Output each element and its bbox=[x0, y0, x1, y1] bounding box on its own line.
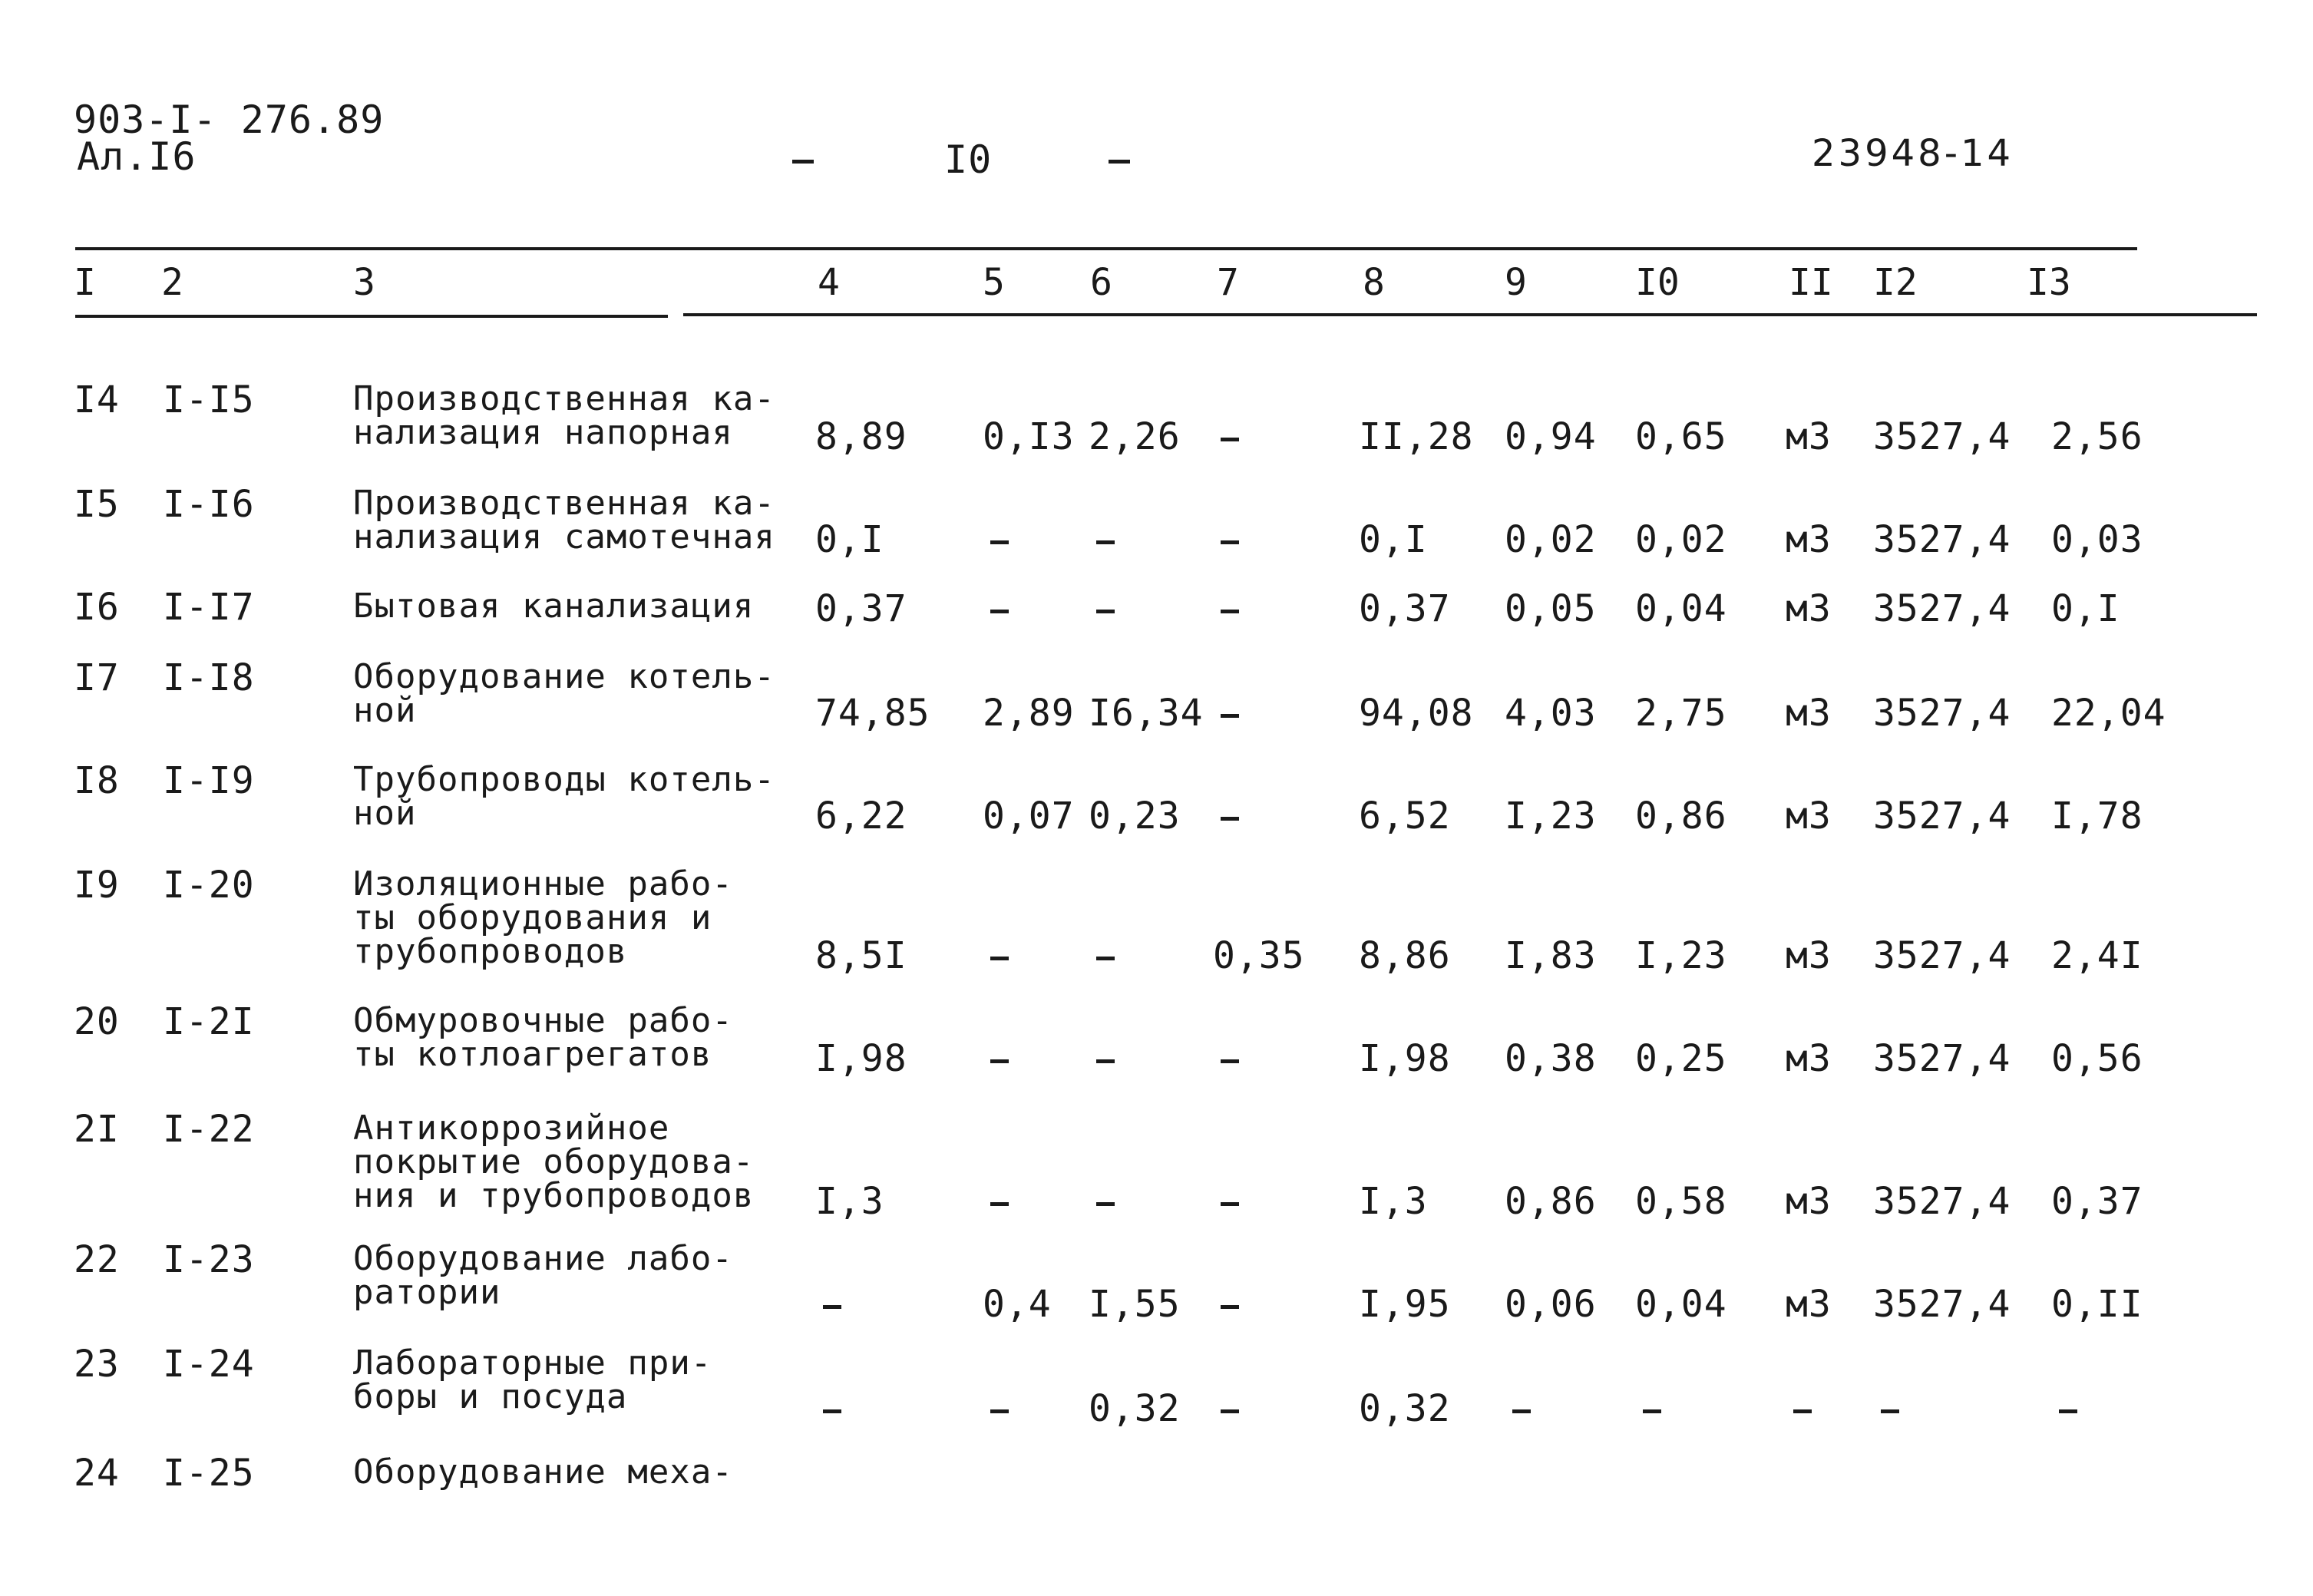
value-c13: 2,56 bbox=[2051, 415, 2143, 458]
value-c4: I,98 bbox=[815, 1037, 907, 1080]
value-c6: 0,32 bbox=[1089, 1387, 1181, 1430]
empty-dash bbox=[2059, 1391, 2077, 1426]
value-c11: м3 bbox=[1786, 1037, 1832, 1080]
value-c12: 3527,4 bbox=[1873, 415, 2011, 458]
row-number: 2I bbox=[74, 1108, 120, 1151]
row-number: 23 bbox=[74, 1343, 120, 1386]
dash-mark bbox=[990, 1202, 1009, 1206]
value-c13: 22,04 bbox=[2051, 692, 2166, 735]
empty-dash bbox=[1096, 938, 1115, 973]
value-c10: 0,58 bbox=[1635, 1180, 1727, 1223]
row-number: I5 bbox=[74, 483, 120, 526]
dash-mark bbox=[1096, 1202, 1115, 1206]
row-number: 22 bbox=[74, 1238, 120, 1281]
empty-dash bbox=[1221, 798, 1239, 834]
value-c9: 0,38 bbox=[1505, 1037, 1597, 1080]
empty-dash bbox=[1881, 1391, 1899, 1426]
row-number: I8 bbox=[74, 759, 120, 802]
table-top-rule bbox=[75, 247, 2137, 250]
empty-dash bbox=[823, 1287, 841, 1322]
item-description: Антикоррозийное покрытие оборудова- ния и трубопроводов bbox=[353, 1109, 755, 1215]
dash-mark bbox=[990, 540, 1009, 544]
page-number-dash-left bbox=[792, 160, 814, 164]
row-number: I6 bbox=[74, 586, 120, 629]
empty-dash bbox=[1221, 696, 1239, 731]
dash-mark bbox=[1221, 1305, 1239, 1309]
value-c4: 74,85 bbox=[815, 692, 930, 735]
item-code: I-I6 bbox=[163, 483, 255, 526]
value-c13: I,78 bbox=[2051, 795, 2143, 838]
empty-dash bbox=[1221, 1184, 1239, 1219]
dash-mark bbox=[1221, 714, 1239, 718]
value-c12: 3527,4 bbox=[1873, 587, 2011, 630]
empty-dash bbox=[1793, 1391, 1812, 1426]
column-header: I bbox=[74, 261, 96, 304]
value-c12: 3527,4 bbox=[1873, 795, 2011, 838]
empty-dash bbox=[1096, 522, 1115, 557]
column-header: 5 bbox=[983, 261, 1005, 304]
page-number-dash-right bbox=[1109, 160, 1130, 164]
dash-mark bbox=[1221, 540, 1239, 544]
value-c9: 4,03 bbox=[1505, 692, 1597, 735]
value-c5: 0,4 bbox=[983, 1283, 1052, 1326]
dash-mark bbox=[1512, 1409, 1531, 1413]
value-c11: м3 bbox=[1786, 587, 1832, 630]
dash-mark bbox=[1096, 957, 1115, 960]
item-description: Обмуровочные рабо- ты котлоагрегатов bbox=[353, 1001, 733, 1074]
dash-mark bbox=[823, 1305, 841, 1309]
value-c10: 0,04 bbox=[1635, 587, 1727, 630]
value-c10: 0,65 bbox=[1635, 415, 1727, 458]
column-header: 2 bbox=[161, 261, 183, 304]
empty-dash bbox=[1221, 419, 1239, 454]
value-c12: 3527,4 bbox=[1873, 1180, 2011, 1223]
value-c9: 0,94 bbox=[1505, 415, 1597, 458]
item-description: Оборудование лабо- ратории bbox=[353, 1239, 733, 1312]
dash-mark bbox=[990, 1059, 1009, 1063]
value-c8: I,98 bbox=[1359, 1037, 1451, 1080]
dash-mark bbox=[990, 610, 1009, 613]
value-c10: 2,75 bbox=[1635, 692, 1727, 735]
empty-dash bbox=[1096, 1041, 1115, 1076]
item-description: Оборудование меха- bbox=[353, 1452, 733, 1492]
item-description: Производственная ка- нализация напорная bbox=[353, 379, 775, 452]
value-c9: 0,86 bbox=[1505, 1180, 1597, 1223]
item-code: I-I8 bbox=[163, 656, 255, 699]
dash-mark bbox=[1793, 1409, 1812, 1413]
empty-dash bbox=[1221, 1287, 1239, 1322]
row-number: 20 bbox=[74, 1000, 120, 1043]
value-c4: 0,37 bbox=[815, 587, 907, 630]
value-c5: 2,89 bbox=[983, 692, 1075, 735]
value-c12: 3527,4 bbox=[1873, 518, 2011, 561]
column-header: 4 bbox=[818, 261, 840, 304]
value-c11: м3 bbox=[1786, 934, 1832, 977]
value-c9: 0,02 bbox=[1505, 518, 1597, 561]
value-c13: 0,56 bbox=[2051, 1037, 2143, 1080]
item-code: I-23 bbox=[163, 1238, 255, 1281]
dash-mark bbox=[1221, 1202, 1239, 1206]
value-c8: 0,37 bbox=[1359, 587, 1451, 630]
value-c11: м3 bbox=[1786, 415, 1832, 458]
column-header: 9 bbox=[1505, 261, 1527, 304]
item-code: I-24 bbox=[163, 1343, 255, 1386]
value-c8: 0,32 bbox=[1359, 1387, 1451, 1430]
empty-dash bbox=[1512, 1391, 1531, 1426]
value-c4: 0,I bbox=[815, 518, 884, 561]
empty-dash bbox=[990, 591, 1009, 626]
column-header: 3 bbox=[353, 261, 375, 304]
value-c6: 0,23 bbox=[1089, 795, 1181, 838]
empty-dash bbox=[990, 522, 1009, 557]
value-c10: 0,04 bbox=[1635, 1283, 1727, 1326]
value-c12: 3527,4 bbox=[1873, 1283, 2011, 1326]
value-c6: 2,26 bbox=[1089, 415, 1181, 458]
value-c8: 8,86 bbox=[1359, 934, 1451, 977]
empty-dash bbox=[990, 1184, 1009, 1219]
value-c8: I,95 bbox=[1359, 1283, 1451, 1326]
column-header: I3 bbox=[2027, 261, 2071, 304]
archive-number: 23948-14 bbox=[1812, 132, 2014, 175]
value-c6: I6,34 bbox=[1089, 692, 1204, 735]
empty-dash bbox=[990, 1391, 1009, 1426]
value-c8: 0,I bbox=[1359, 518, 1428, 561]
item-description: Оборудование котель- ной bbox=[353, 657, 775, 730]
value-c9: I,83 bbox=[1505, 934, 1597, 977]
empty-dash bbox=[1221, 522, 1239, 557]
value-c8: II,28 bbox=[1359, 415, 1474, 458]
dash-mark bbox=[1221, 1409, 1239, 1413]
value-c6: I,55 bbox=[1089, 1283, 1181, 1326]
column-header: I0 bbox=[1635, 261, 1680, 304]
value-c11: м3 bbox=[1786, 1283, 1832, 1326]
item-code: I-25 bbox=[163, 1452, 255, 1495]
value-c12: 3527,4 bbox=[1873, 934, 2011, 977]
value-c13: 0,II bbox=[2051, 1283, 2143, 1326]
item-description: Производственная ка- нализация самотечная bbox=[353, 484, 775, 557]
value-c11: м3 bbox=[1786, 795, 1832, 838]
item-description: Трубопроводы котель- ной bbox=[353, 760, 775, 833]
value-c13: 2,4I bbox=[2051, 934, 2143, 977]
value-c8: I,3 bbox=[1359, 1180, 1428, 1223]
value-c11: м3 bbox=[1786, 518, 1832, 561]
value-c11: м3 bbox=[1786, 1180, 1832, 1223]
column-header: II bbox=[1789, 261, 1833, 304]
dash-mark bbox=[823, 1409, 841, 1413]
dash-mark bbox=[990, 957, 1009, 960]
empty-dash bbox=[1221, 1391, 1239, 1426]
value-c7: 0,35 bbox=[1213, 934, 1305, 977]
value-c5: 0,07 bbox=[983, 795, 1075, 838]
value-c12: 3527,4 bbox=[1873, 1037, 2011, 1080]
value-c4: 8,5I bbox=[815, 934, 907, 977]
page-number: I0 bbox=[944, 137, 993, 182]
item-description: Лабораторные при- боры и посуда bbox=[353, 1343, 712, 1416]
value-c8: 94,08 bbox=[1359, 692, 1474, 735]
value-c4: 6,22 bbox=[815, 795, 907, 838]
item-code: I-20 bbox=[163, 864, 255, 907]
item-code: I-I5 bbox=[163, 378, 255, 421]
value-c13: 0,37 bbox=[2051, 1180, 2143, 1223]
row-number: I4 bbox=[74, 378, 120, 421]
header-bottom-rule-left bbox=[75, 315, 668, 318]
value-c8: 6,52 bbox=[1359, 795, 1451, 838]
value-c13: 0,03 bbox=[2051, 518, 2143, 561]
item-description: Изоляционные рабо- ты оборудования и трубопроводов bbox=[353, 864, 733, 971]
empty-dash bbox=[1221, 1041, 1239, 1076]
column-header: 6 bbox=[1090, 261, 1112, 304]
empty-dash bbox=[1643, 1391, 1661, 1426]
empty-dash bbox=[990, 938, 1009, 973]
dash-mark bbox=[1643, 1409, 1661, 1413]
value-c10: 0,25 bbox=[1635, 1037, 1727, 1080]
value-c11: м3 bbox=[1786, 692, 1832, 735]
value-c10: I,23 bbox=[1635, 934, 1727, 977]
empty-dash bbox=[1096, 591, 1115, 626]
value-c9: 0,05 bbox=[1505, 587, 1597, 630]
value-c9: 0,06 bbox=[1505, 1283, 1597, 1326]
value-c5: 0,I3 bbox=[983, 415, 1075, 458]
dash-mark bbox=[1096, 610, 1115, 613]
value-c4: 8,89 bbox=[815, 415, 907, 458]
dash-mark bbox=[1221, 438, 1239, 441]
empty-dash bbox=[1096, 1184, 1115, 1219]
value-c10: 0,02 bbox=[1635, 518, 1727, 561]
item-description: Бытовая канализация bbox=[353, 587, 755, 626]
column-header: I2 bbox=[1873, 261, 1918, 304]
row-number: 24 bbox=[74, 1452, 120, 1495]
empty-dash bbox=[990, 1041, 1009, 1076]
dash-mark bbox=[2059, 1409, 2077, 1413]
dash-mark bbox=[1881, 1409, 1899, 1413]
empty-dash bbox=[823, 1391, 841, 1426]
dash-mark bbox=[1221, 1059, 1239, 1063]
row-number: I9 bbox=[74, 864, 120, 907]
item-code: I-2I bbox=[163, 1000, 255, 1043]
value-c4: I,3 bbox=[815, 1180, 884, 1223]
dash-mark bbox=[1221, 817, 1239, 821]
dash-mark bbox=[1096, 540, 1115, 544]
header-bottom-rule-right bbox=[683, 313, 2257, 316]
sheet-label: Ал.I6 bbox=[77, 134, 197, 179]
column-header: 7 bbox=[1217, 261, 1239, 304]
value-c9: I,23 bbox=[1505, 795, 1597, 838]
dash-mark bbox=[1096, 1059, 1115, 1063]
row-number: I7 bbox=[74, 656, 120, 699]
dash-mark bbox=[1221, 610, 1239, 613]
document-code: 903-I- 276.89 bbox=[74, 97, 385, 142]
item-code: I-I9 bbox=[163, 759, 255, 802]
empty-dash bbox=[1221, 591, 1239, 626]
value-c13: 0,I bbox=[2051, 587, 2120, 630]
column-header: 8 bbox=[1363, 261, 1385, 304]
item-code: I-22 bbox=[163, 1108, 255, 1151]
value-c12: 3527,4 bbox=[1873, 692, 2011, 735]
item-code: I-I7 bbox=[163, 586, 255, 629]
value-c10: 0,86 bbox=[1635, 795, 1727, 838]
dash-mark bbox=[990, 1409, 1009, 1413]
